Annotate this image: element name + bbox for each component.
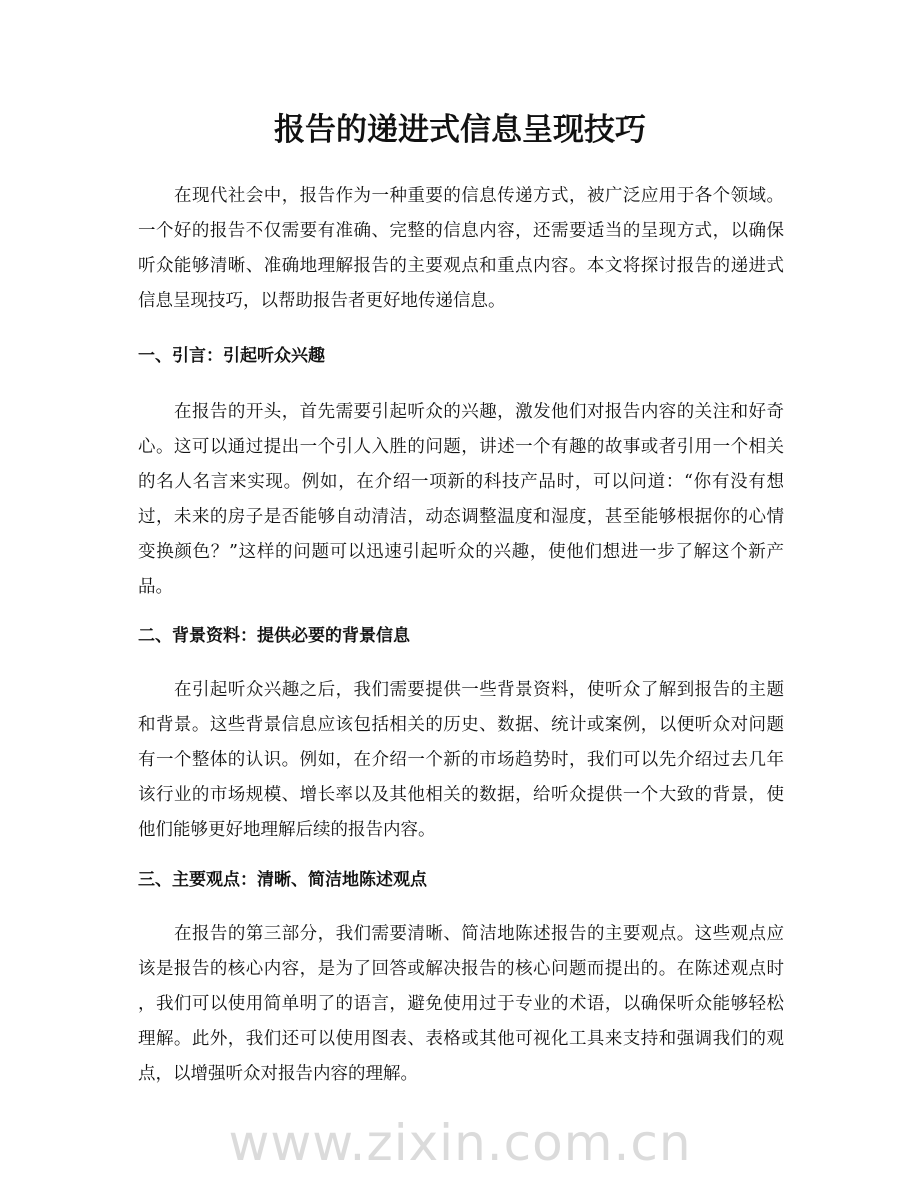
text-line: 在报告的第三部分，我们需要清晰、简洁地陈述报告的主要观点。这些观点应 — [174, 924, 784, 944]
text-line: 在引起听众兴趣之后，我们需要提供一些背景资料，使听众了解到报告的主题 — [174, 680, 784, 700]
text-line: 在报告的开头，首先需要引起听众的兴趣，激发他们对报告内容的关注和好奇 — [174, 402, 784, 422]
text-line: 有一个整体的认识。例如，在介绍一个新的市场趋势时，我们可以先介绍过去几年 — [138, 750, 784, 770]
watermark: www.zixin.com.cn — [228, 1114, 692, 1172]
text-line: ，我们可以使用简单明了的语言，避免使用过于专业的术语，以确保听众能够轻松 — [138, 994, 784, 1014]
text-line: 在现代社会中，报告作为一种重要的信息传递方式，被广泛应用于各个领域。 — [174, 186, 784, 206]
text-line: 和背景。这些背景信息应该包括相关的历史、数据、统计或案例，以便听众对问题 — [138, 715, 784, 735]
paragraph-introduction — [138, 395, 784, 605]
text-line: 理解。此外，我们还可以使用图表、表格或其他可视化工具来支持和强调我们的观 — [138, 1029, 784, 1049]
paragraph-main-points — [138, 917, 784, 1092]
document-title: 报告的递进式信息呈现技巧 — [274, 112, 646, 148]
text-line: 信息呈现技巧，以帮助报告者更好地传递信息。 — [138, 291, 506, 311]
text-line: 过，未来的房子是否能够自动清洁，动态调整温度和湿度，甚至能够根据你的心情 — [138, 507, 784, 527]
paragraph-intro — [138, 179, 784, 319]
paragraph-background — [138, 673, 784, 848]
text-line: 该行业的市场规模、增长率以及其他相关的数据，给听众提供一个大致的背景，使 — [138, 785, 784, 805]
section-heading-introduction: 一、引言：引起听众兴趣 — [138, 346, 325, 366]
section-heading-background: 二、背景资料：提供必要的背景信息 — [138, 626, 410, 646]
text-line: 点，以增强听众对报告内容的理解。 — [138, 1064, 418, 1084]
text-line: 听众能够清晰、准确地理解报告的主要观点和重点内容。本文将探讨报告的递进式 — [138, 256, 784, 276]
text-line: 心。这可以通过提出一个引人入胜的问题，讲述一个有趣的故事或者引用一个相关 — [138, 437, 784, 457]
text-line: 该是报告的核心内容，是为了回答或解决报告的核心问题而提出的。在陈述观点时 — [138, 959, 784, 979]
text-line: 品。 — [138, 577, 173, 597]
text-line: 的名人名言来实现。例如，在介绍一项新的科技产品时，可以问道：“你有没有想 — [138, 472, 784, 492]
section-heading-main-points: 三、主要观点：清晰、简洁地陈述观点 — [138, 870, 427, 890]
text-line: 一个好的报告不仅需要有准确、完整的信息内容，还需要适当的呈现方式，以确保 — [138, 221, 784, 241]
text-line: 他们能够更好地理解后续的报告内容。 — [138, 820, 436, 840]
text-line: 变换颜色？”这样的问题可以迅速引起听众的兴趣，使他们想进一步了解这个新产 — [138, 542, 784, 562]
